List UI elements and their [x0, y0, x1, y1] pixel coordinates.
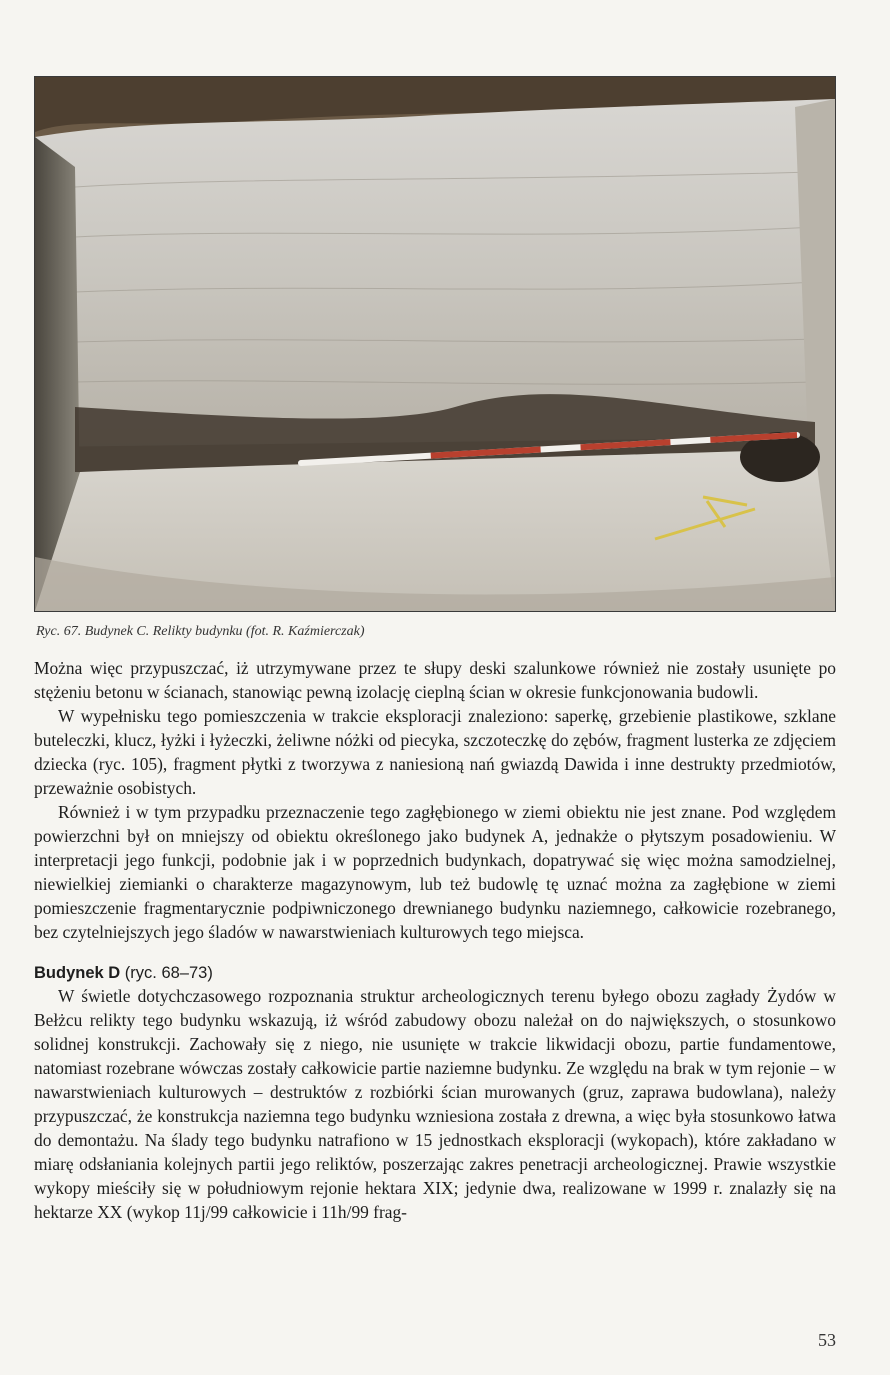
paragraph: Również i w tym przypadku przeznaczenie tego zagłębionego w ziemi obiektu nie jest znane. Pod względem powierzchni był on mniejszy od obiektu określonego jako budynek A, jednakże o płytszym posadowieniu. W interpretacji jego funkcji, podobnie jak i w poprzednich budynkach, dopatrywać się więc można samodzielnej, niewielkiej ziemianki o charakterze magazynowym, lub też budowlę tę uznać można za zagłębione w ziemi pomieszczenie fragmentarycznie podpiwniczonego drewnianego budynku naziemnego, całkowicie rozebranego, bez czytelniejszych jego śladów w nawarstwieniach kulturowych tego miejsca.: [34, 802, 836, 942]
excavation-photo: [34, 76, 836, 612]
paragraph: W świetle dotychczasowego rozpoznania struktur archeologicznych terenu byłego obozu zagłady Żydów w Bełżcu relikty tego budynku wskazują, iż wśród zabudowy obozu należał on do największych, o stosunkowo solidnej konstrukcji. Zachowały się z niego, nie usunięte w trakcie likwidacji obozu, partie fundamentowe, natomiast rozebrane wówczas zostały całkowicie partie naziemne budynku. Ze względu na brak w tym rejonie – w nawarstwieniach kulturowych – destruktów z rozbiórki ścian murowanych (gruz, zaprawa budowlana), należy przypuszczać, że konstrukcja naziemna tego budynku wzniesiona została z drewna, a więc była stosunkowo łatwa do demontażu. Na ślady tego budynku natrafiono w 15 jednostkach eksploracji (wykopach), które zakładano w miarę odsłaniania kolejnych partii jego reliktów, poszerzając zakres penetracji archeologicznej. Prawie wszystkie wykopy mieściły się w południowym rejonie hektara XIX; jedynie dwa, realizowane w 1999 r. znalazły się na hektarze XX (wykop 11j/99 całkowicie i 11h/99 frag-: [34, 986, 836, 1222]
figure-caption: Ryc. 67. Budynek C. Relikty budynku (fot. R. Kaźmierczak): [36, 624, 365, 639]
section-title: Budynek D: [34, 964, 121, 982]
section-figure-ref: (ryc. 68–73): [124, 964, 213, 982]
section-heading: [34, 962, 836, 984]
paragraph: W wypełnisku tego pomieszczenia w trakcie eksploracji znaleziono: saperkę, grzebienie plastikowe, szklane buteleczki, klucz, łyżki i łyżeczki, żeliwne nóżki od piecyka, szczoteczkę do zębów, fragment lusterka ze zdjęciem dziecka (ryc. 105), fragment płytki z tworzywa z naniesioną nań gwiazdą Dawida i inne destrukty przedmiotów, przeważnie osobistych.: [34, 706, 836, 798]
paragraph: Można więc przypuszczać, iż utrzymywane przez te słupy deski szalunkowe również nie zostały usunięte po stężeniu betonu w ścianach, stanowiąc pewną izolację cieplną ścian w okresie funkcjonowania budowli.: [34, 658, 836, 702]
body-text: [34, 656, 836, 1224]
page-number: 53: [818, 1330, 836, 1350]
photo-illustration: [35, 77, 835, 611]
